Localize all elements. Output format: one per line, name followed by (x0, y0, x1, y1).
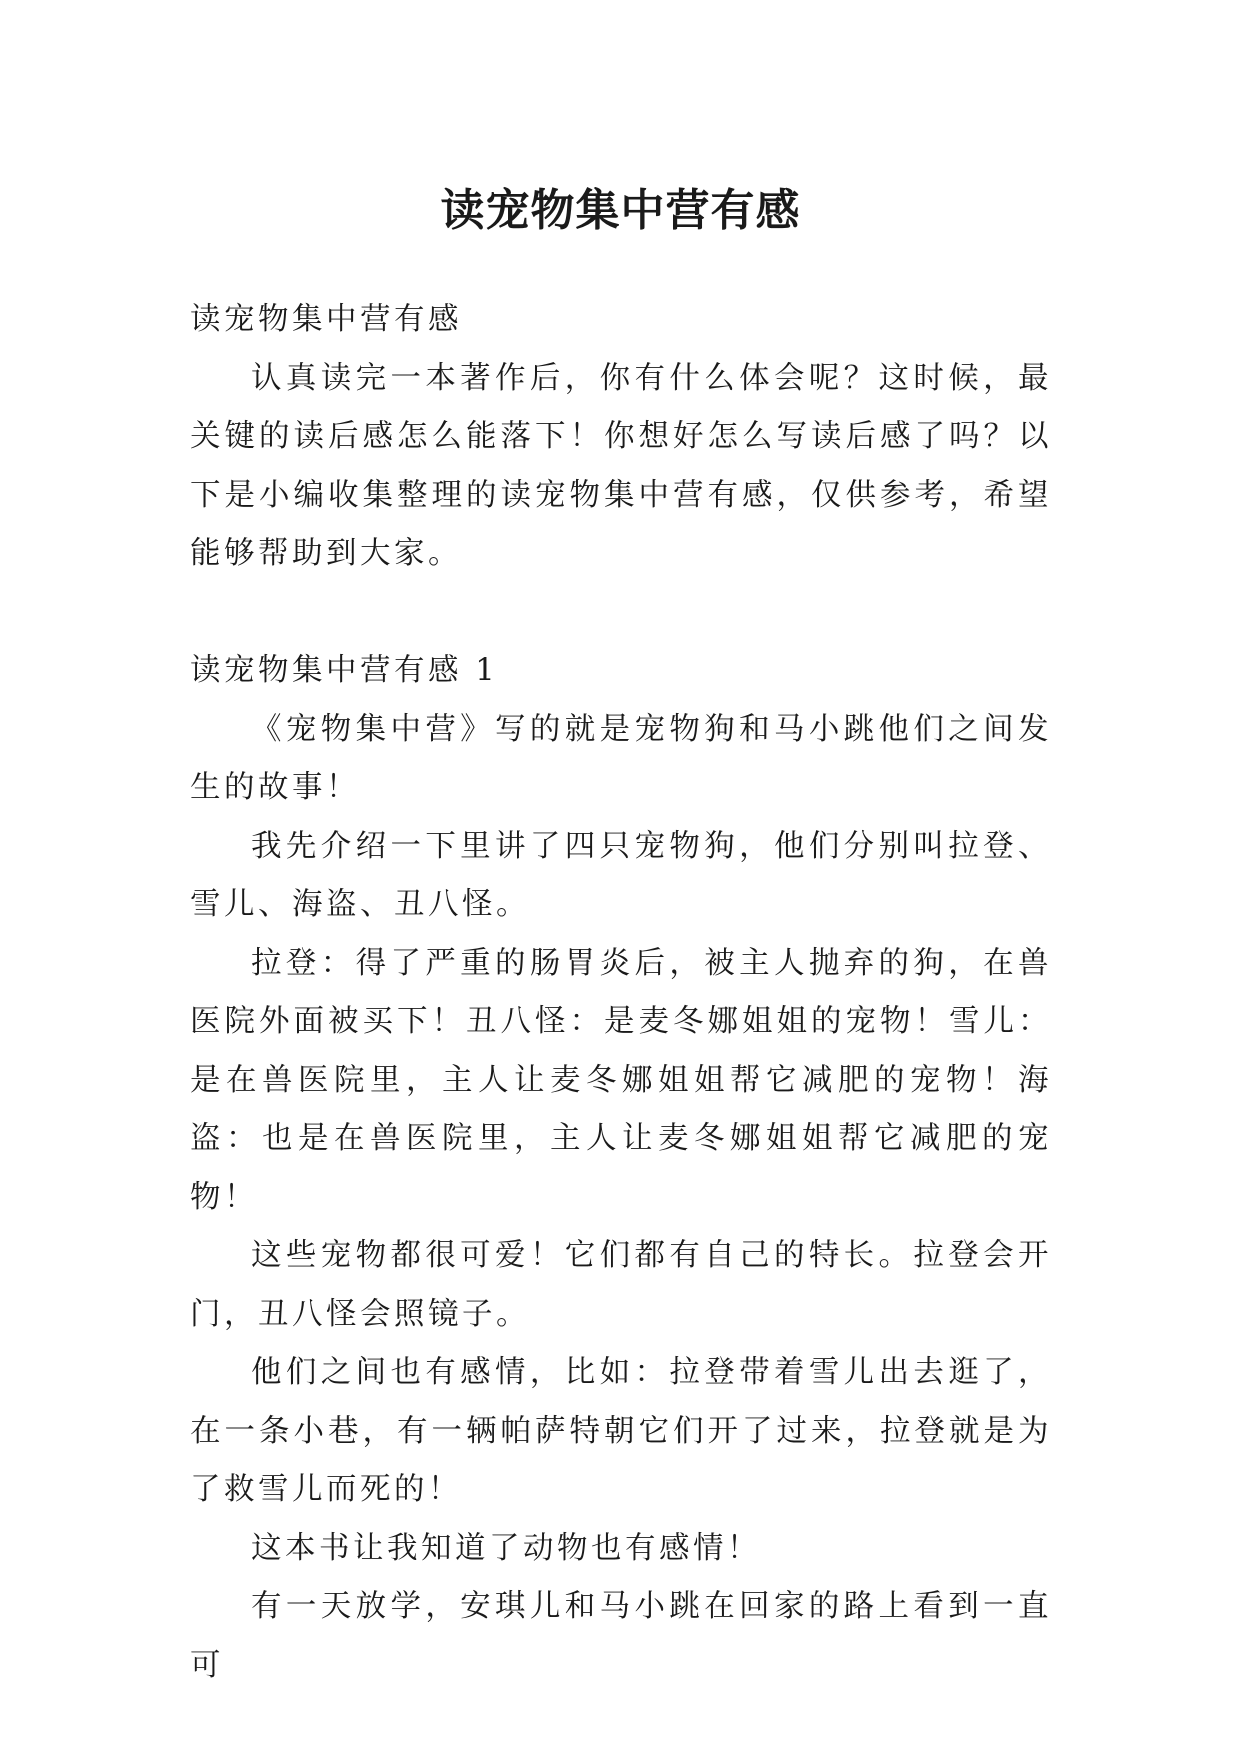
document-body (190, 291, 1052, 1695)
intro-heading: 读宠物集中营有感 (190, 302, 462, 337)
section-spacer (190, 584, 1052, 643)
document-title: 读宠物集中营有感 (440, 185, 801, 237)
essay-paragraph: 这本书让我知道了动物也有感情！ (251, 1530, 761, 1566)
essay-heading: 读宠物集中营有感 1 (190, 653, 499, 688)
essay-paragraph: 有一天放学，安琪儿和马小跳在回家的路上看到一直可 (190, 1589, 1052, 1683)
essay-paragraph: 《宠物集中营》写的就是宠物狗和马小跳他们之间发生的故事！ (190, 711, 1052, 805)
intro-paragraph: 认真读完一本著作后，你有什么体会呢？这时候，最关键的读后感怎么能落下！你想好怎么写读后感了吗？以下是小编收集整理的读宠物集中营有感，仅供参考，希望能够帮助到大家。 (190, 360, 1052, 571)
essay-paragraph: 拉登：得了严重的肠胃炎后，被主人抛弃的狗，在兽医院外面被买下！丑八怪：是麦冬娜姐姐的宠物！雪儿：是在兽医院里，主人让麦冬娜姐姐帮它减肥的宠物！海盗：也是在兽医院里，主人让麦冬娜姐姐帮它减肥的宠物！ (190, 945, 1052, 1215)
essay-paragraph: 这些宠物都很可爱！它们都有自己的特长。拉登会开门，丑八怪会照镜子。 (190, 1238, 1052, 1332)
essay-paragraph: 我先介绍一下里讲了四只宠物狗，他们分别叫拉登、雪儿、海盗、丑八怪。 (190, 828, 1052, 922)
essay-paragraph: 他们之间也有感情，比如：拉登带着雪儿出去逛了，在一条小巷，有一辆帕萨特朝它们开了过来，拉登就是为了救雪儿而死的！ (190, 1355, 1052, 1507)
